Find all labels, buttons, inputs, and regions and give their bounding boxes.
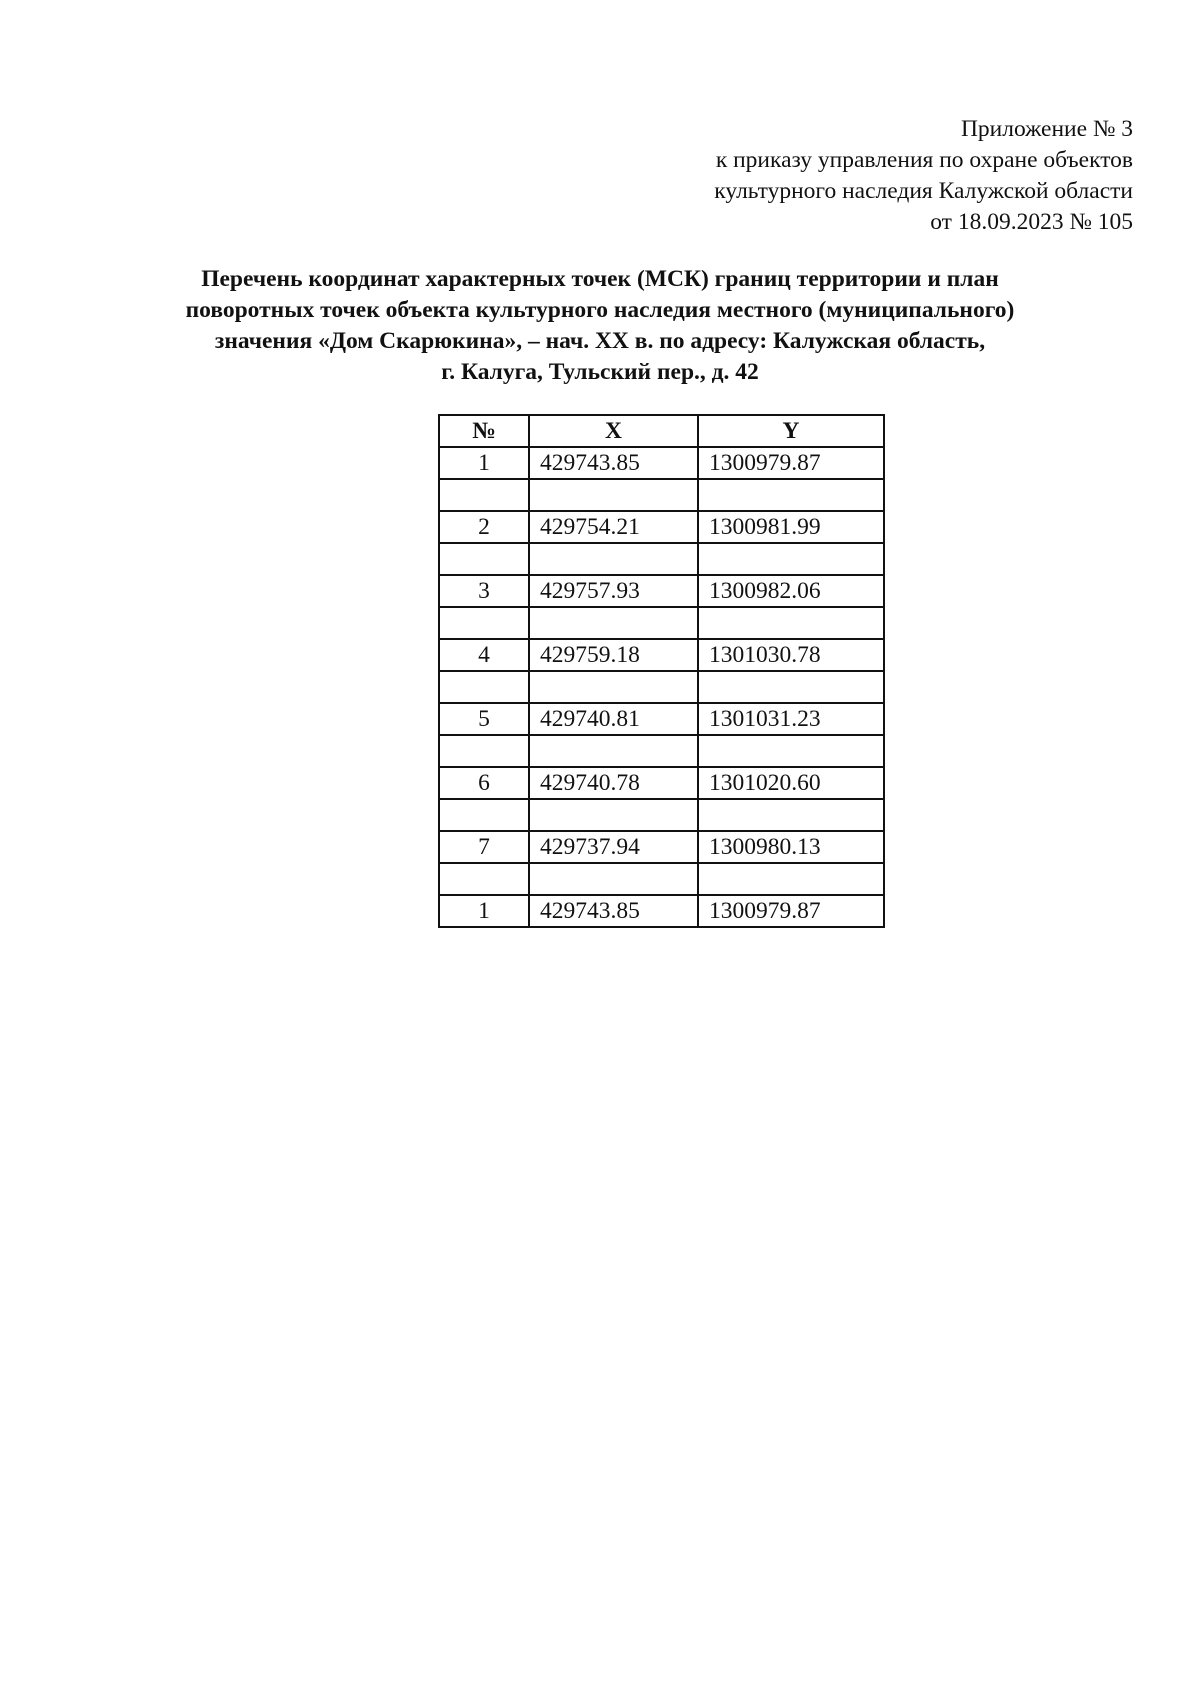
point-number: 3	[439, 575, 529, 607]
table-row	[439, 831, 884, 863]
y-coordinate: 1301020.60	[698, 767, 884, 799]
x-coordinate	[529, 543, 698, 575]
table-row-spacer	[439, 479, 884, 511]
x-coordinate	[529, 863, 698, 895]
table-row	[439, 639, 884, 671]
table-row	[439, 447, 884, 479]
title-line: значения «Дом Скарюкина», – нач. XX в. по адресу: Калужская область,	[214, 328, 986, 354]
table-row-spacer	[439, 799, 884, 831]
annex-order-line: к приказу управления по охране объектов	[715, 147, 1133, 173]
document-title	[120, 264, 1080, 388]
point-number: 1	[439, 447, 529, 479]
column-header-number: №	[439, 415, 529, 447]
table-row-spacer	[439, 607, 884, 639]
x-coordinate	[529, 799, 698, 831]
point-number	[439, 863, 529, 895]
table-row	[439, 703, 884, 735]
x-coordinate	[529, 479, 698, 511]
x-coordinate: 429743.85	[529, 895, 698, 927]
x-coordinate: 429737.94	[529, 831, 698, 863]
y-coordinate	[698, 799, 884, 831]
y-coordinate	[698, 543, 884, 575]
table-row-spacer	[439, 735, 884, 767]
y-coordinate: 1300979.87	[698, 895, 884, 927]
y-coordinate: 1301030.78	[698, 639, 884, 671]
table-row	[439, 575, 884, 607]
point-number: 7	[439, 831, 529, 863]
point-number	[439, 543, 529, 575]
x-coordinate: 429743.85	[529, 447, 698, 479]
table-row-spacer	[439, 863, 884, 895]
x-coordinate: 429757.93	[529, 575, 698, 607]
column-header-x: X	[529, 415, 698, 447]
y-coordinate: 1300982.06	[698, 575, 884, 607]
title-line: поворотных точек объекта культурного наследия местного (муниципального)	[185, 297, 1015, 323]
x-coordinate	[529, 607, 698, 639]
coordinates-table	[438, 414, 885, 928]
x-coordinate	[529, 735, 698, 767]
y-coordinate: 1300979.87	[698, 447, 884, 479]
point-number: 1	[439, 895, 529, 927]
annex-header	[714, 114, 1133, 238]
point-number	[439, 735, 529, 767]
x-coordinate: 429754.21	[529, 511, 698, 543]
point-number: 5	[439, 703, 529, 735]
y-coordinate: 1300981.99	[698, 511, 884, 543]
point-number: 2	[439, 511, 529, 543]
y-coordinate	[698, 479, 884, 511]
y-coordinate	[698, 607, 884, 639]
table-row	[439, 767, 884, 799]
table-row-spacer	[439, 543, 884, 575]
table-row-spacer	[439, 671, 884, 703]
x-coordinate: 429740.81	[529, 703, 698, 735]
title-line: Перечень координат характерных точек (МСК) границ территории и план	[201, 266, 999, 292]
x-coordinate	[529, 671, 698, 703]
point-number	[439, 607, 529, 639]
annex-date-line: от 18.09.2023 № 105	[930, 209, 1133, 235]
table-row	[439, 895, 884, 927]
x-coordinate: 429740.78	[529, 767, 698, 799]
x-coordinate: 429759.18	[529, 639, 698, 671]
y-coordinate: 1301031.23	[698, 703, 884, 735]
column-header-y: Y	[698, 415, 884, 447]
y-coordinate: 1300980.13	[698, 831, 884, 863]
y-coordinate	[698, 863, 884, 895]
point-number: 6	[439, 767, 529, 799]
y-coordinate	[698, 671, 884, 703]
title-line: г. Калуга, Тульский пер., д. 42	[441, 359, 759, 385]
point-number: 4	[439, 639, 529, 671]
y-coordinate	[698, 735, 884, 767]
annex-authority-line: культурного наследия Калужской области	[714, 178, 1133, 204]
table-row	[439, 511, 884, 543]
table-header-row	[439, 415, 884, 447]
point-number	[439, 799, 529, 831]
point-number	[439, 671, 529, 703]
annex-number: Приложение № 3	[960, 116, 1133, 142]
point-number	[439, 479, 529, 511]
